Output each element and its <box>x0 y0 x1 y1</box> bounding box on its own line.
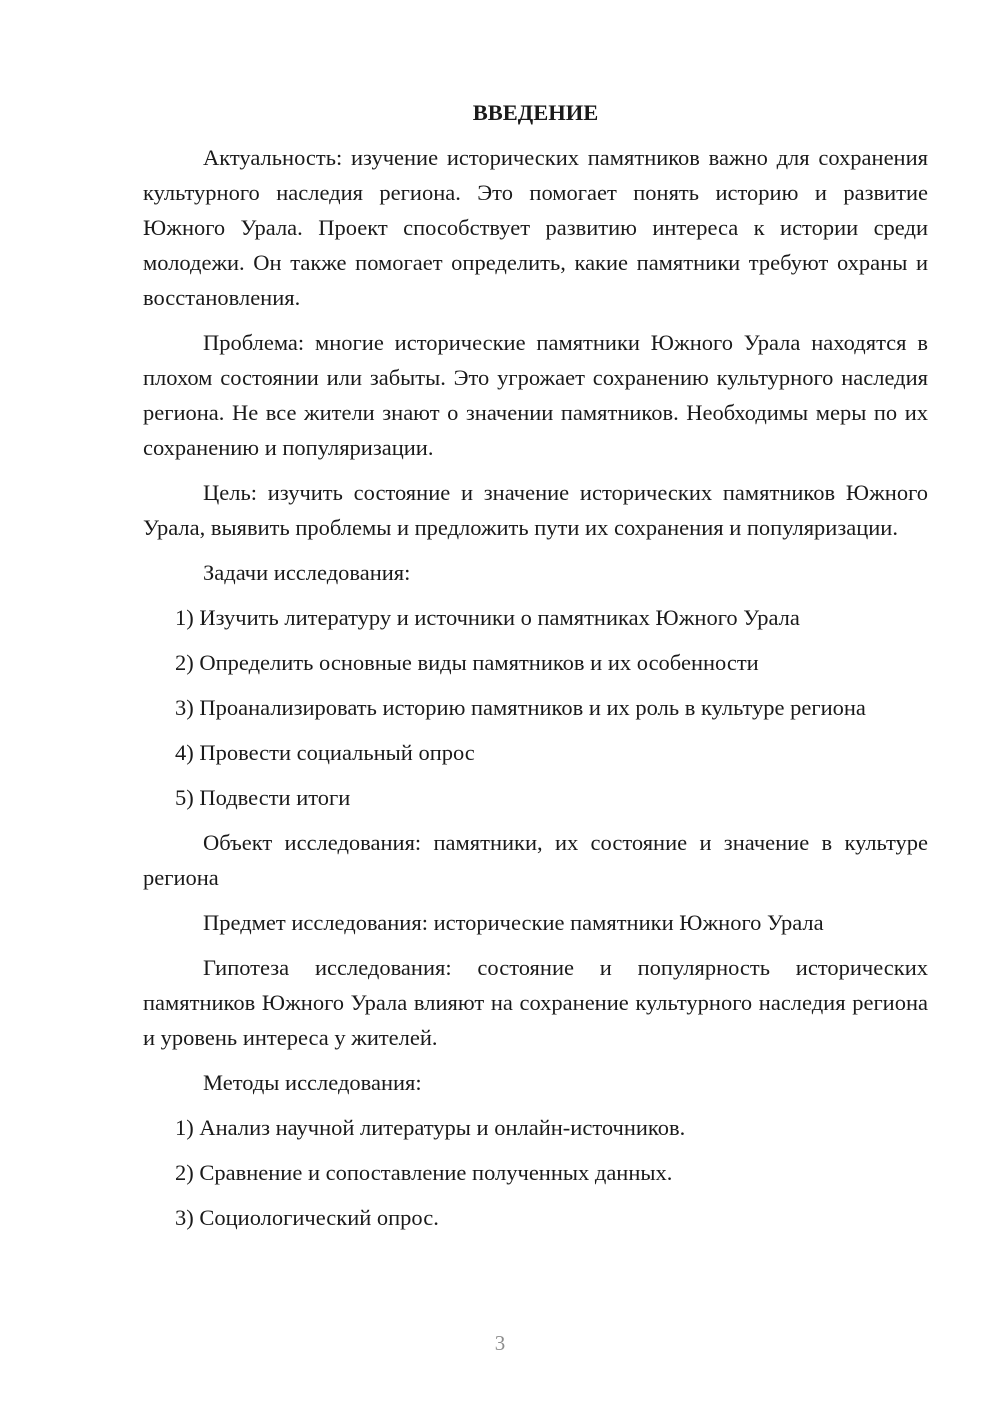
task-item-3: 3) Проанализировать историю памятников и их роль в культуре региона <box>175 695 866 720</box>
paragraph-subject: Предмет исследования: исторические памятники Южного Урала <box>203 910 824 935</box>
paragraph-goal: Цель: изучить состояние и значение исторических памятников Южного Урала, выявить проблемы и предложить пути их сохранения и популяризации. <box>143 480 928 540</box>
method-item-1: 1) Анализ научной литературы и онлайн-источников. <box>175 1115 686 1140</box>
document-page <box>143 95 928 1245</box>
task-item-5: 5) Подвести итоги <box>175 785 351 810</box>
tasks-title: Задачи исследования: <box>203 560 411 585</box>
method-item-3: 3) Социологический опрос. <box>175 1205 439 1230</box>
paragraph-hypothesis: Гипотеза исследования: состояние и популярность исторических памятников Южного Урала влияют на сохранение культурного наследия региона и уровень интереса у жителей. <box>143 955 928 1050</box>
task-item-1: 1) Изучить литературу и источники о памятниках Южного Урала <box>175 605 800 630</box>
paragraph-problem: Проблема: многие исторические памятники Южного Урала находятся в плохом состоянии или забыты. Это угрожает сохранению культурного наследия региона. Не все жители знают о значении памятников. Необходимы меры по их сохранению и популяризации. <box>143 330 928 460</box>
task-item-2: 2) Определить основные виды памятников и их особенности <box>175 650 759 675</box>
paragraph-relevance: Актуальность: изучение исторических памятников важно для сохранения культурного наследия региона. Это помогает понять историю и развитие Южного Урала. Проект способствует развитию интереса к истории среди молодежи. Он также помогает определить, какие памятники требуют охраны и восстановления. <box>143 145 928 310</box>
methods-title: Методы исследования: <box>203 1070 422 1095</box>
page-number: 3 <box>494 1331 506 1355</box>
task-item-4: 4) Провести социальный опрос <box>175 740 475 765</box>
document-heading: ВВЕДЕНИЕ <box>472 100 599 125</box>
method-item-2: 2) Сравнение и сопоставление полученных данных. <box>175 1160 673 1185</box>
paragraph-object: Объект исследования: памятники, их состояние и значение в культуре региона <box>143 830 928 890</box>
